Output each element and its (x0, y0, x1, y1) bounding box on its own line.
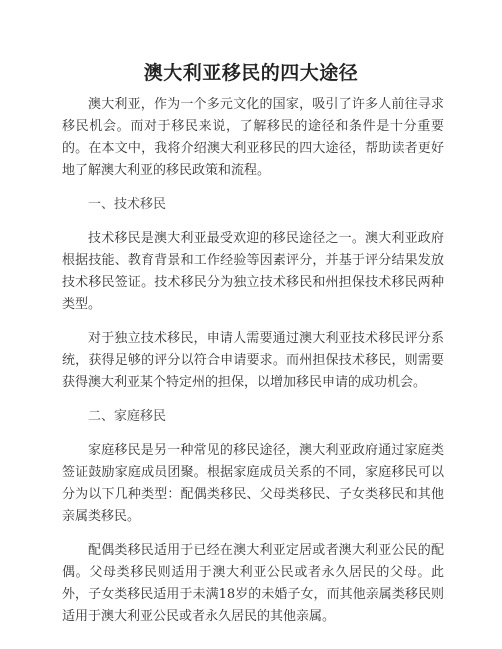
skilled-migration-paragraph-1: 技术移民是澳大利亚最受欢迎的移民途径之一。澳大利亚政府根据技能、教育背景和工作经验等因素评分，并基于评分结果发放技术移民签证。技术移民分为独立技术移民和州担保技术移民两种类型。 (62, 231, 444, 312)
family-migration-paragraph-2: 配偶类移民适用于已经在澳大利亚定居或者澳大利亚公民的配偶。父母类移民则适用于澳大利亚公民或者永久居民的父母。此外，子女类移民适用于未满18岁的未婚子女，而其他亲属类移民则适用于澳大利亚公民或者永久居民的其他亲属。 (62, 543, 444, 624)
page-title: 澳大利亚移民的四大途径 (143, 62, 359, 84)
section-heading-skilled-migration: 一、技术移民 (88, 197, 167, 212)
family-migration-paragraph-1: 家庭移民是另一种常见的移民途径，澳大利亚政府通过家庭类签证鼓励家庭成员团聚。根据家庭成员关系的不同，家庭移民可以分为以下几种类型：配偶类移民、父母类移民、子女类移民和其他亲属类移民。 (62, 443, 444, 524)
section-heading-family-migration: 二、家庭移民 (88, 409, 167, 424)
document-body (62, 94, 444, 640)
intro-paragraph: 澳大利亚，作为一个多元文化的国家，吸引了许多人前往寻求移民机会。而对于移民来说，了解移民的途径和条件是十分重要的。在本文中，我将介绍澳大利亚移民的四大途径，帮助读者更好地了解澳大利亚的移民政策和流程。 (62, 97, 444, 178)
skilled-migration-paragraph-2: 对于独立技术移民，申请人需要通过澳大利亚技术移民评分系统，获得足够的评分以符合申请要求。而州担保技术移民，则需要获得澳大利亚某个特定州的担保，以增加移民申请的成功机会。 (62, 331, 444, 390)
